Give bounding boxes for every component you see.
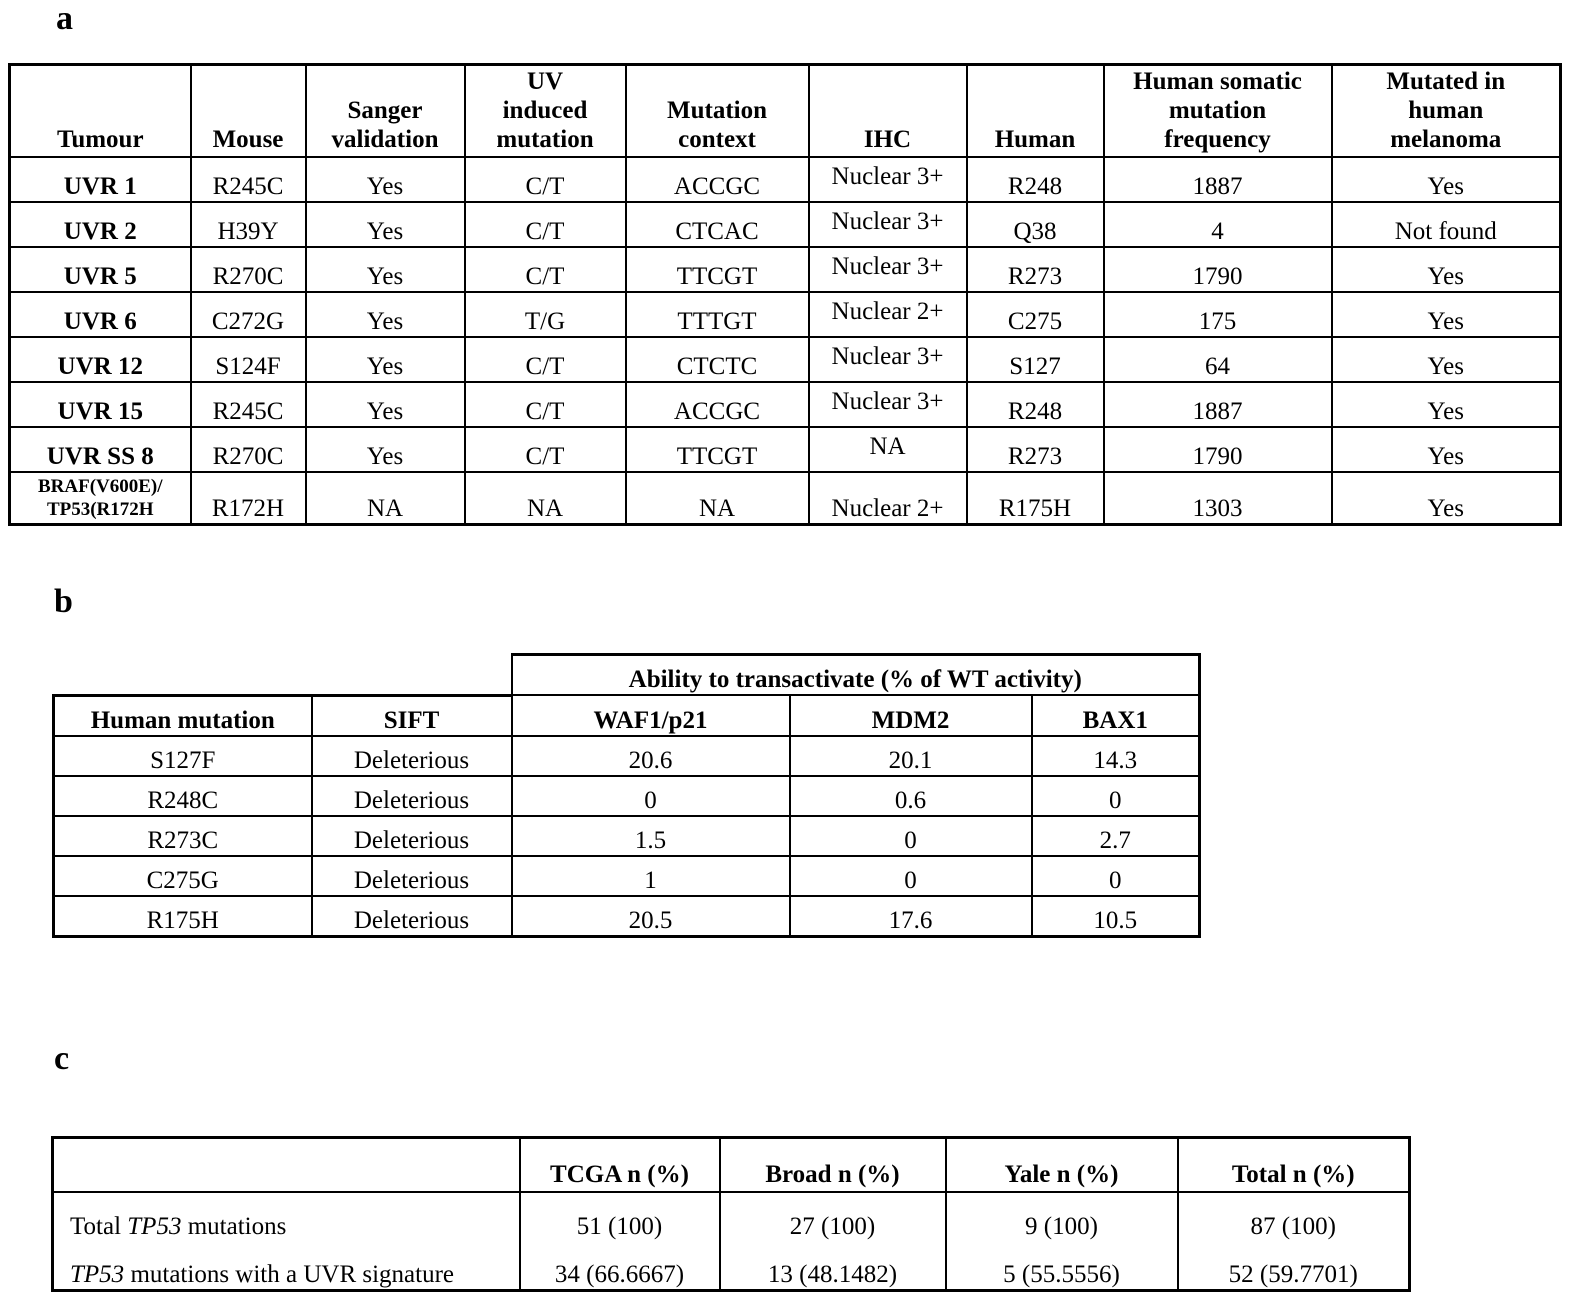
freq-cell: 4 [1104,202,1332,247]
context-cell: TTTGT [626,292,809,337]
context-cell: CTCTC [626,337,809,382]
table-a-header-cell: Human [967,65,1104,158]
table-b-header-cell: Human mutation [54,695,312,736]
broad-cell: 13 (48.1482) [720,1241,946,1291]
panel-label-b: b [54,583,73,620]
sanger-cell: Yes [306,202,465,247]
melanoma-cell: Yes [1332,472,1561,525]
tumour-cell: UVR 1 [10,157,191,202]
table-b-group-row [54,655,1200,696]
mouse-cell: R270C [191,427,306,472]
sanger-cell: Yes [306,382,465,427]
mouse-cell: R172H [191,472,306,525]
sift-cell: Deleterious [312,896,512,937]
melanoma-cell: Yes [1332,292,1561,337]
table-b-header-cell: SIFT [312,695,512,736]
context-cell: TTCGT [626,247,809,292]
tumour-cell: UVR 5 [10,247,191,292]
sanger-cell: NA [306,472,465,525]
ihc-cell: Nuclear 2+ [809,292,967,337]
freq-cell: 1790 [1104,247,1332,292]
mdm2-cell: 0.6 [790,776,1032,816]
context-cell: NA [626,472,809,525]
human-cell: R175H [967,472,1104,525]
mouse-cell: S124F [191,337,306,382]
context-cell: ACCGC [626,382,809,427]
melanoma-cell: Not found [1332,202,1561,247]
bax1-cell: 10.5 [1032,896,1200,937]
ihc-cell: Nuclear 3+ [809,382,967,427]
melanoma-cell: Yes [1332,337,1561,382]
ihc-cell: Nuclear 3+ [809,337,967,382]
uv-cell: C/T [465,157,626,202]
total-cell: 52 (59.7701) [1178,1241,1410,1291]
table-a-header-cell: Human somatic mutation frequency [1104,65,1332,158]
table-a-header-cell: Mutated in human melanoma [1332,65,1561,158]
human-cell: R248 [967,382,1104,427]
context-cell: TTCGT [626,427,809,472]
table-a-header-cell: Sanger validation [306,65,465,158]
table-c-header-cell: TCGA n (%) [520,1138,720,1193]
table-b-empty-cell [54,655,512,696]
table-a-header-cell: IHC [809,65,967,158]
human-cell: R273 [967,427,1104,472]
freq-cell: 175 [1104,292,1332,337]
uv-cell: C/T [465,382,626,427]
tcga-cell: 34 (66.6667) [520,1241,720,1291]
melanoma-cell: Yes [1332,247,1561,292]
mouse-cell: H39Y [191,202,306,247]
table-b-transactivation [52,653,1201,938]
table-row [10,292,1561,337]
freq-cell: 1303 [1104,472,1332,525]
table-c-header-row [53,1138,1410,1193]
bax1-cell: 0 [1032,856,1200,896]
freq-cell: 1887 [1104,157,1332,202]
sanger-cell: Yes [306,427,465,472]
table-row [10,472,1561,525]
table-a-header-cell: Mutation context [626,65,809,158]
table-row [10,382,1561,427]
uv-cell: C/T [465,337,626,382]
table-b-header-cell: WAF1/p21 [512,695,790,736]
ihc-cell: Nuclear 2+ [809,472,967,525]
freq-cell: 64 [1104,337,1332,382]
ihc-cell: Nuclear 3+ [809,202,967,247]
mouse-cell: R245C [191,157,306,202]
context-cell: CTCAC [626,202,809,247]
broad-cell: 27 (100) [720,1192,946,1241]
mutation-cell: S127F [54,736,312,776]
ihc-cell: Nuclear 3+ [809,157,967,202]
ihc-cell: NA [809,427,967,472]
melanoma-cell: Yes [1332,157,1561,202]
table-b-group-header: Ability to transactivate (% of WT activity) [512,655,1200,696]
table-row [54,816,1200,856]
melanoma-cell: Yes [1332,427,1561,472]
table-b-header-row [54,695,1200,736]
mutation-cell: C275G [54,856,312,896]
bax1-cell: 2.7 [1032,816,1200,856]
bax1-cell: 0 [1032,776,1200,816]
mouse-cell: C272G [191,292,306,337]
table-c-header-cell [53,1138,520,1193]
table-c-header-cell: Broad n (%) [720,1138,946,1193]
table-row [10,202,1561,247]
mutation-cell: R273C [54,816,312,856]
sanger-cell: Yes [306,337,465,382]
table-row [10,337,1561,382]
table-a-p53-mutations [8,63,1562,526]
uv-cell: C/T [465,202,626,247]
sift-cell: Deleterious [312,816,512,856]
sanger-cell: Yes [306,157,465,202]
table-c-tp53-cohorts [51,1136,1411,1292]
sift-cell: Deleterious [312,776,512,816]
panel-label-c: c [54,1040,70,1077]
row-label: TP53 mutations with a UVR signature [53,1241,520,1291]
freq-cell: 1790 [1104,427,1332,472]
tumour-cell: UVR SS 8 [10,427,191,472]
table-c-header-cell: Yale n (%) [946,1138,1178,1193]
table-row [53,1192,1410,1241]
mutation-cell: R175H [54,896,312,937]
tumour-cell: BRAF(V600E)/ TP53(R172H [10,472,191,525]
melanoma-cell: Yes [1332,382,1561,427]
waf1-cell: 1 [512,856,790,896]
mdm2-cell: 0 [790,816,1032,856]
table-row [54,736,1200,776]
human-cell: R273 [967,247,1104,292]
sift-cell: Deleterious [312,856,512,896]
table-a-header-cell: Mouse [191,65,306,158]
tcga-cell: 51 (100) [520,1192,720,1241]
waf1-cell: 0 [512,776,790,816]
panel-label-a: a [56,0,73,37]
ihc-cell: Nuclear 3+ [809,247,967,292]
uv-cell: C/T [465,427,626,472]
table-row [53,1241,1410,1291]
freq-cell: 1887 [1104,382,1332,427]
waf1-cell: 1.5 [512,816,790,856]
sift-cell: Deleterious [312,736,512,776]
sanger-cell: Yes [306,247,465,292]
total-cell: 87 (100) [1178,1192,1410,1241]
waf1-cell: 20.6 [512,736,790,776]
uv-cell: C/T [465,247,626,292]
table-row [10,157,1561,202]
table-c-header-cell: Total n (%) [1178,1138,1410,1193]
waf1-cell: 20.5 [512,896,790,937]
table-row [10,247,1561,292]
table-b-header-cell: BAX1 [1032,695,1200,736]
tumour-cell: UVR 6 [10,292,191,337]
yale-cell: 9 (100) [946,1192,1178,1241]
table-row [10,427,1561,472]
table-row [54,856,1200,896]
human-cell: R248 [967,157,1104,202]
yale-cell: 5 (55.5556) [946,1241,1178,1291]
bax1-cell: 14.3 [1032,736,1200,776]
row-label: Total TP53 mutations [53,1192,520,1241]
table-a-header-cell: Tumour [10,65,191,158]
tumour-cell: UVR 12 [10,337,191,382]
tumour-cell: UVR 2 [10,202,191,247]
table-row [54,776,1200,816]
mdm2-cell: 17.6 [790,896,1032,937]
table-a-header-cell: UV induced mutation [465,65,626,158]
human-cell: S127 [967,337,1104,382]
mouse-cell: R270C [191,247,306,292]
mouse-cell: R245C [191,382,306,427]
table-b-header-cell: MDM2 [790,695,1032,736]
table-a-header-row [10,65,1561,158]
human-cell: Q38 [967,202,1104,247]
mdm2-cell: 0 [790,856,1032,896]
sanger-cell: Yes [306,292,465,337]
human-cell: C275 [967,292,1104,337]
uv-cell: T/G [465,292,626,337]
mutation-cell: R248C [54,776,312,816]
context-cell: ACCGC [626,157,809,202]
tumour-cell: UVR 15 [10,382,191,427]
uv-cell: NA [465,472,626,525]
table-row [54,896,1200,937]
mdm2-cell: 20.1 [790,736,1032,776]
